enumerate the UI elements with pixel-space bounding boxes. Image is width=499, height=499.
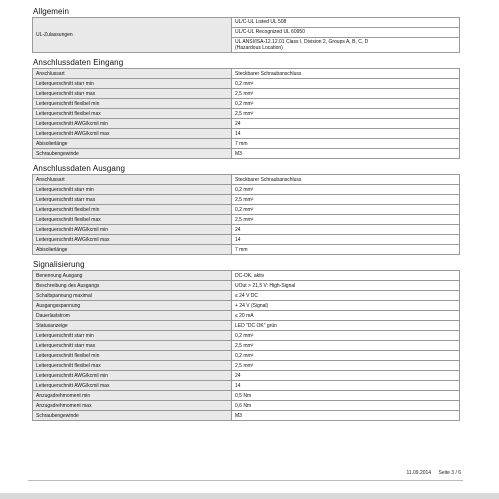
row-key: Anzugsdrehmoment max <box>33 401 232 411</box>
row-value: 14 <box>232 129 460 139</box>
table-row <box>33 119 460 129</box>
row-key: Anzugsdrehmoment min <box>33 391 232 401</box>
row-key: Schaltspannung maximal <box>33 291 232 301</box>
table-row <box>33 411 460 421</box>
row-key: Leiterquerschnitt starr min <box>33 331 232 341</box>
section-title-ausgang: Anschlussdaten Ausgang <box>33 164 126 173</box>
row-key: Leiterquerschnitt flexibel min <box>33 99 232 109</box>
page-bottom-edge <box>0 493 499 499</box>
row-value: 0,2 mm² <box>232 185 460 195</box>
row-key: Leiterquerschnitt AWG/kcmil min <box>33 225 232 235</box>
footer-date: 11.09.2014 <box>406 470 432 476</box>
table-row <box>33 99 460 109</box>
row-key: Leiterquerschnitt starr max <box>33 89 232 99</box>
row-key: Schraubengewinde <box>33 411 232 421</box>
row-value: DC-OK, aktiv <box>232 271 460 281</box>
row-value: 0,2 mm² <box>232 331 460 341</box>
table-row <box>33 351 460 361</box>
row-key: Schraubengewinde <box>33 149 232 159</box>
row-value: 2,5 mm² <box>232 109 460 119</box>
row-key: Leiterquerschnitt AWG/kcmil max <box>33 381 232 391</box>
row-value: 2,5 mm² <box>232 215 460 225</box>
row-value: + 24 V (Signal) <box>232 301 460 311</box>
table-eingang <box>32 68 460 159</box>
table-ausgang <box>32 174 460 255</box>
table-row <box>33 331 460 341</box>
table-row <box>33 321 460 331</box>
section-title-signalisierung: Signalisierung <box>33 260 85 269</box>
table-row <box>33 69 460 79</box>
row-value: 24 <box>232 225 460 235</box>
row-key: Abisolierlänge <box>33 139 232 149</box>
section-title-allgemein: Allgemein <box>33 7 70 16</box>
table-row <box>33 139 460 149</box>
row-key: Leiterquerschnitt AWG/kcmil min <box>33 119 232 129</box>
table-row <box>33 195 460 205</box>
row-key: Abisolierlänge <box>33 245 232 255</box>
row-value: 24 <box>232 371 460 381</box>
row-key: Leiterquerschnitt AWG/kcmil min <box>33 371 232 381</box>
row-value: 0,6 Nm <box>232 401 460 411</box>
row-key: Anschlussart <box>33 69 232 79</box>
table-row <box>33 109 460 119</box>
ul-line-1: UL/C-UL Listed UL 508 <box>232 18 459 28</box>
row-value: 0,2 mm² <box>232 205 460 215</box>
row-key: Ausgangsspannung <box>33 301 232 311</box>
table-row <box>33 18 460 53</box>
row-value <box>232 18 460 53</box>
footer-page-number: Seite 3 / 6 <box>438 470 461 476</box>
datasheet-page <box>32 6 460 425</box>
row-key: Statusanzeige <box>33 321 232 331</box>
table-row <box>33 205 460 215</box>
section-title-eingang: Anschlussdaten Eingang <box>33 58 124 67</box>
row-value: M3 <box>232 411 460 421</box>
table-row <box>33 129 460 139</box>
table-row <box>33 185 460 195</box>
table-row <box>33 361 460 371</box>
ul-line-3-4 <box>232 38 459 52</box>
row-key: Beschreibung des Ausgangs <box>33 281 232 291</box>
row-value: 14 <box>232 381 460 391</box>
table-row <box>33 225 460 235</box>
table-row <box>33 215 460 225</box>
ul-line-2: UL/C-UL Recognized UL 60950 <box>232 28 459 38</box>
table-row <box>33 235 460 245</box>
footer-divider <box>28 480 463 481</box>
row-key: Leiterquerschnitt AWG/kcmil max <box>33 129 232 139</box>
row-value: 24 <box>232 119 460 129</box>
row-value: 0,2 mm² <box>232 351 460 361</box>
row-value: 2,5 mm² <box>232 341 460 351</box>
row-value: UOut > 21,5 V: High-Signal <box>232 281 460 291</box>
table-row <box>33 271 460 281</box>
row-value: ≤ 24 V DC <box>232 291 460 301</box>
row-value: 2,5 mm² <box>232 89 460 99</box>
table-allgemein <box>32 17 460 53</box>
row-value: 0,2 mm² <box>232 79 460 89</box>
row-key: UL-Zulassungen <box>33 18 232 53</box>
table-row <box>33 371 460 381</box>
table-row <box>33 175 460 185</box>
table-row <box>33 281 460 291</box>
page-footer <box>400 470 461 476</box>
row-key: Leiterquerschnitt starr min <box>33 79 232 89</box>
row-value: 14 <box>232 235 460 245</box>
row-value: 2,5 mm² <box>232 195 460 205</box>
row-key: Leiterquerschnitt flexibel max <box>33 109 232 119</box>
row-value: LED "DC OK" grün <box>232 321 460 331</box>
row-key: Dauerlaststrom <box>33 311 232 321</box>
row-key: Leiterquerschnitt flexibel min <box>33 351 232 361</box>
row-key: Leiterquerschnitt AWG/kcmil max <box>33 235 232 245</box>
row-key: Leiterquerschnitt flexibel min <box>33 205 232 215</box>
row-key: Anschlussart <box>33 175 232 185</box>
row-value: 0,5 Nm <box>232 391 460 401</box>
ul-line-4: (Hazardous Location) <box>235 45 283 51</box>
row-value: 7 mm <box>232 139 460 149</box>
row-value: 0,2 mm² <box>232 99 460 109</box>
row-key: Leiterquerschnitt starr max <box>33 341 232 351</box>
ul-line-3: UL ANSI/ISA-12.12.01 Class I, Division 2, Groups A, B, C, D <box>235 39 369 45</box>
row-key: Leiterquerschnitt starr min <box>33 185 232 195</box>
row-value: M3 <box>232 149 460 159</box>
table-row <box>33 79 460 89</box>
row-key: Leiterquerschnitt starr max <box>33 195 232 205</box>
row-value: 2,5 mm² <box>232 361 460 371</box>
row-value: 7 mm <box>232 245 460 255</box>
table-row <box>33 401 460 411</box>
table-signalisierung <box>32 270 460 421</box>
table-row <box>33 149 460 159</box>
table-row <box>33 245 460 255</box>
table-row <box>33 381 460 391</box>
table-row <box>33 311 460 321</box>
row-value: Steckbarer Schraubanschluss <box>232 175 460 185</box>
row-key: Benennung Ausgang <box>33 271 232 281</box>
table-row <box>33 391 460 401</box>
table-row <box>33 89 460 99</box>
row-key: Leiterquerschnitt flexibel max <box>33 361 232 371</box>
table-row <box>33 341 460 351</box>
table-row <box>33 301 460 311</box>
row-key: Leiterquerschnitt flexibel max <box>33 215 232 225</box>
row-value: Steckbarer Schraubanschluss <box>232 69 460 79</box>
row-value: ≤ 20 mA <box>232 311 460 321</box>
table-row <box>33 291 460 301</box>
